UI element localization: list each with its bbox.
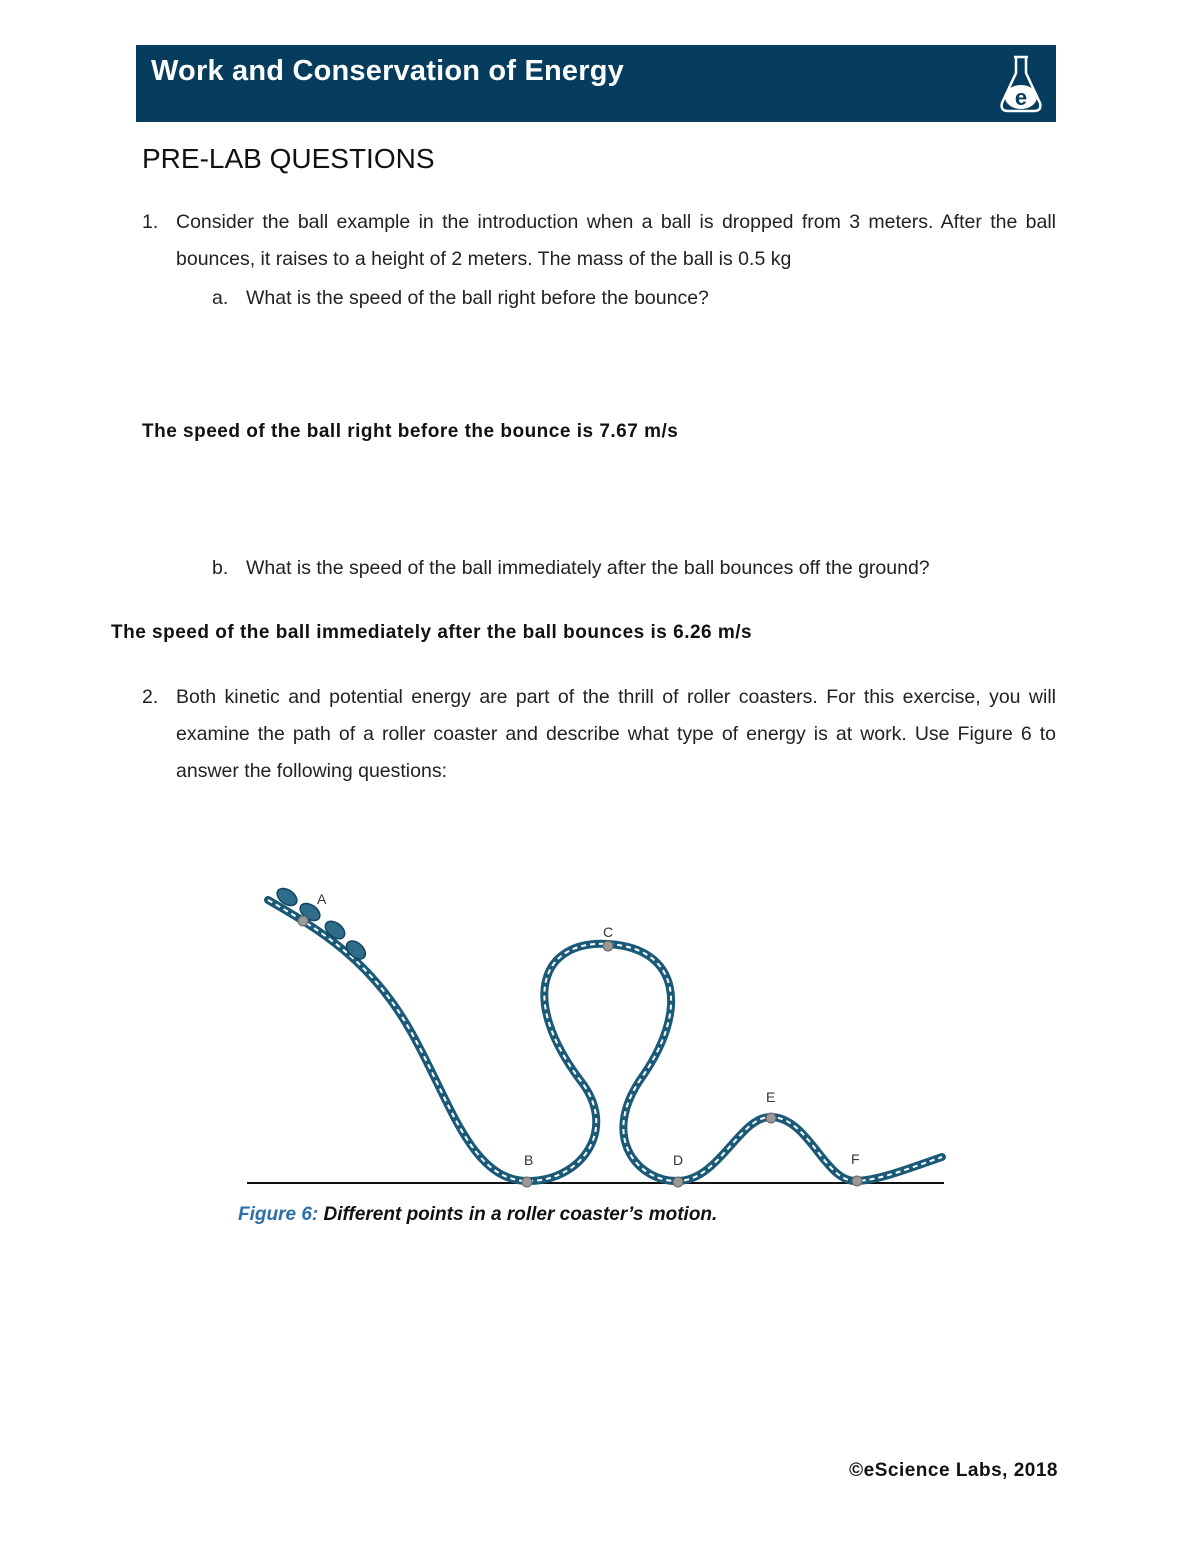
point-label-a: A bbox=[317, 891, 327, 907]
svg-text:e: e bbox=[1014, 85, 1028, 110]
question-1a bbox=[212, 287, 709, 310]
question-1 bbox=[142, 204, 1058, 284]
flask-e-logo-icon bbox=[996, 53, 1046, 115]
point-label-f: F bbox=[851, 1151, 860, 1167]
part-text: What is the speed of the ball immediately after the ball bounces off the ground? bbox=[246, 557, 930, 579]
answer-1b: The speed of the ball immediately after the ball bounces is 6.26 m/s bbox=[111, 622, 753, 643]
part-letter: b. bbox=[212, 557, 229, 579]
question-number: 1. bbox=[142, 211, 159, 233]
question-text: Both kinetic and potential energy are part of the thrill of roller coasters. For this exercise, you will examine the path of a roller coaster and describe what type of energy is at work. Use Figure 6 to answer the following questions: bbox=[176, 686, 1056, 782]
part-text: What is the speed of the ball right before the bounce? bbox=[246, 287, 709, 309]
point-f-marker bbox=[852, 1176, 862, 1186]
roller-coaster-figure bbox=[240, 880, 960, 1200]
point-label-c: C bbox=[603, 924, 614, 940]
point-c-marker bbox=[603, 941, 613, 951]
answer-1a: The speed of the ball right before the bounce is 7.67 m/s bbox=[142, 421, 679, 442]
point-d-marker bbox=[673, 1177, 683, 1187]
point-label-e: E bbox=[766, 1089, 776, 1105]
point-e-marker bbox=[766, 1113, 776, 1123]
part-letter: a. bbox=[212, 287, 229, 309]
point-a-marker bbox=[298, 916, 308, 926]
point-label-b: B bbox=[524, 1152, 534, 1168]
figure-caption bbox=[238, 1204, 717, 1226]
figure-caption-label: Figure 6: bbox=[238, 1204, 319, 1225]
question-number: 2. bbox=[142, 686, 159, 708]
section-title: PRE-LAB QUESTIONS bbox=[142, 143, 435, 174]
question-1b bbox=[212, 557, 930, 580]
point-label-d: D bbox=[673, 1152, 684, 1168]
point-b-marker bbox=[522, 1177, 532, 1187]
question-2 bbox=[142, 679, 1058, 799]
document-title: Work and Conservation of Energy bbox=[151, 55, 624, 87]
copyright-footer: ©eScience Labs, 2018 bbox=[849, 1460, 1058, 1481]
question-text: Consider the ball example in the introduction when a ball is dropped from 3 meters. After the ball bounces, it raises to a height of 2 meters. The mass of the ball is 0.5 kg bbox=[176, 211, 1056, 270]
header-banner bbox=[136, 45, 1056, 122]
figure-caption-text: Different points in a roller coaster’s motion. bbox=[323, 1204, 718, 1225]
